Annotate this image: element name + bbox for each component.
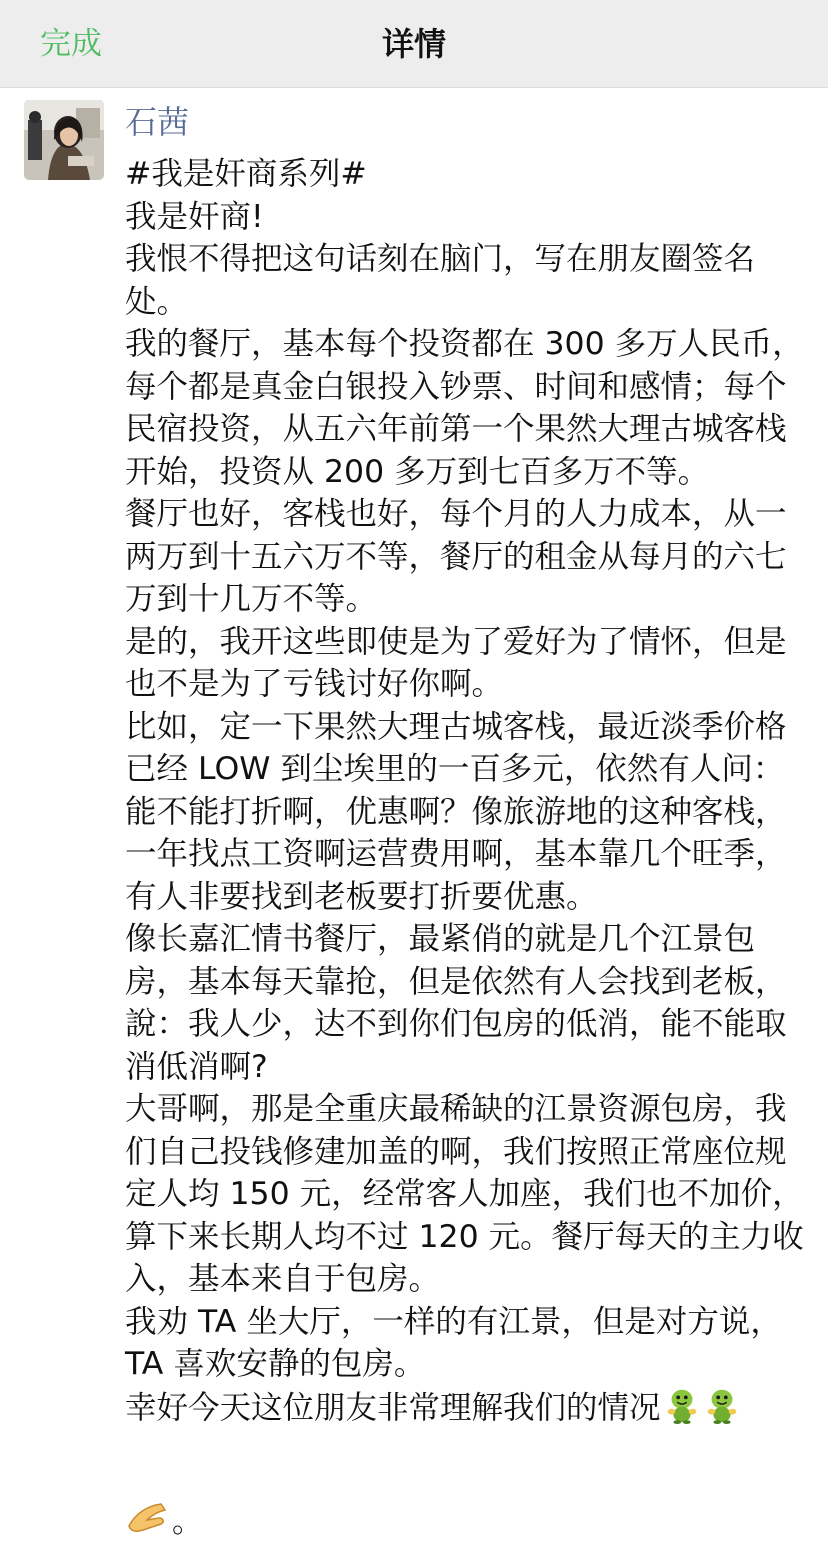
post-paragraph-text: 幸好今天这位朋友非常理解我们的情况 bbox=[125, 1389, 661, 1426]
page-title: 详情 bbox=[381, 25, 446, 63]
cheer-emoji-icon bbox=[663, 1386, 701, 1424]
avatar-photo bbox=[24, 100, 104, 180]
avatar[interactable] bbox=[24, 100, 104, 180]
navigation-bar bbox=[0, 0, 828, 88]
post-content bbox=[125, 153, 815, 1429]
post-paragraph-last bbox=[125, 1386, 815, 1430]
post-paragraph: 我劝 TA 坐大厅，一样的有江景，但是对方说，TA 喜欢安静的包房。 bbox=[125, 1303, 782, 1382]
author-name[interactable]: 石茜 bbox=[125, 103, 190, 141]
post-paragraph: 我的餐厅，基本每个投资都在 300 多万人民币，每个都是真金白银投入钞票、时间和感情；每个民宿投资，从五六年前第一个果然大理古城客栈开始，投资从 200 多万到七百多万不等。 bbox=[125, 326, 804, 490]
cheer-emoji-icon bbox=[703, 1386, 741, 1424]
post-paragraph: 餐厅也好，客栈也好，每个月的人力成本，从一两万到十五六万不等，餐厅的租金从每月的六七万到十几万不等。 bbox=[125, 496, 787, 617]
post-paragraph: 比如，定一下果然大理古城客栈，最近淡季价格已经 LOW 到尘埃里的一百多元，依然有人问：能不能打折啊，优惠啊？像旅游地的这种客栈，一年找点工资啊运营费用啊，基本靠几个旺季，有人非要找到老板要打折要优惠。 bbox=[125, 708, 787, 915]
post-paragraph: #我是奸商系列# bbox=[125, 156, 367, 192]
post-paragraph: 是的，我开这些即使是为了爱好为了情怀，但是也不是为了亏钱讨好你啊。 bbox=[125, 623, 787, 702]
post-paragraph: 我恨不得把这句话刻在脑门，写在朋友圈签名处。 bbox=[125, 241, 756, 320]
done-button[interactable]: 完成 bbox=[40, 26, 102, 62]
post-paragraph: 我是奸商! bbox=[125, 198, 264, 235]
trailing-text: 。 bbox=[172, 1504, 203, 1540]
post-paragraph: 大哥啊，那是全重庆最稀缺的江景资源包房，我们自己投钱修建加盖的啊，我们按照正常座位规定人均 150 元，经常客人加座，我们也不加价，算下来长期人均不过 120 元。餐厅每天的主力收入，基本来自于包房。 bbox=[125, 1091, 804, 1297]
post-paragraph: 像长嘉汇情书餐厅，最紧俏的就是几个江景包房，基本每天靠抢，但是依然有人会找到老板，說：我人少，达不到你们包房的低消，能不能取消低消啊? bbox=[125, 921, 787, 1085]
